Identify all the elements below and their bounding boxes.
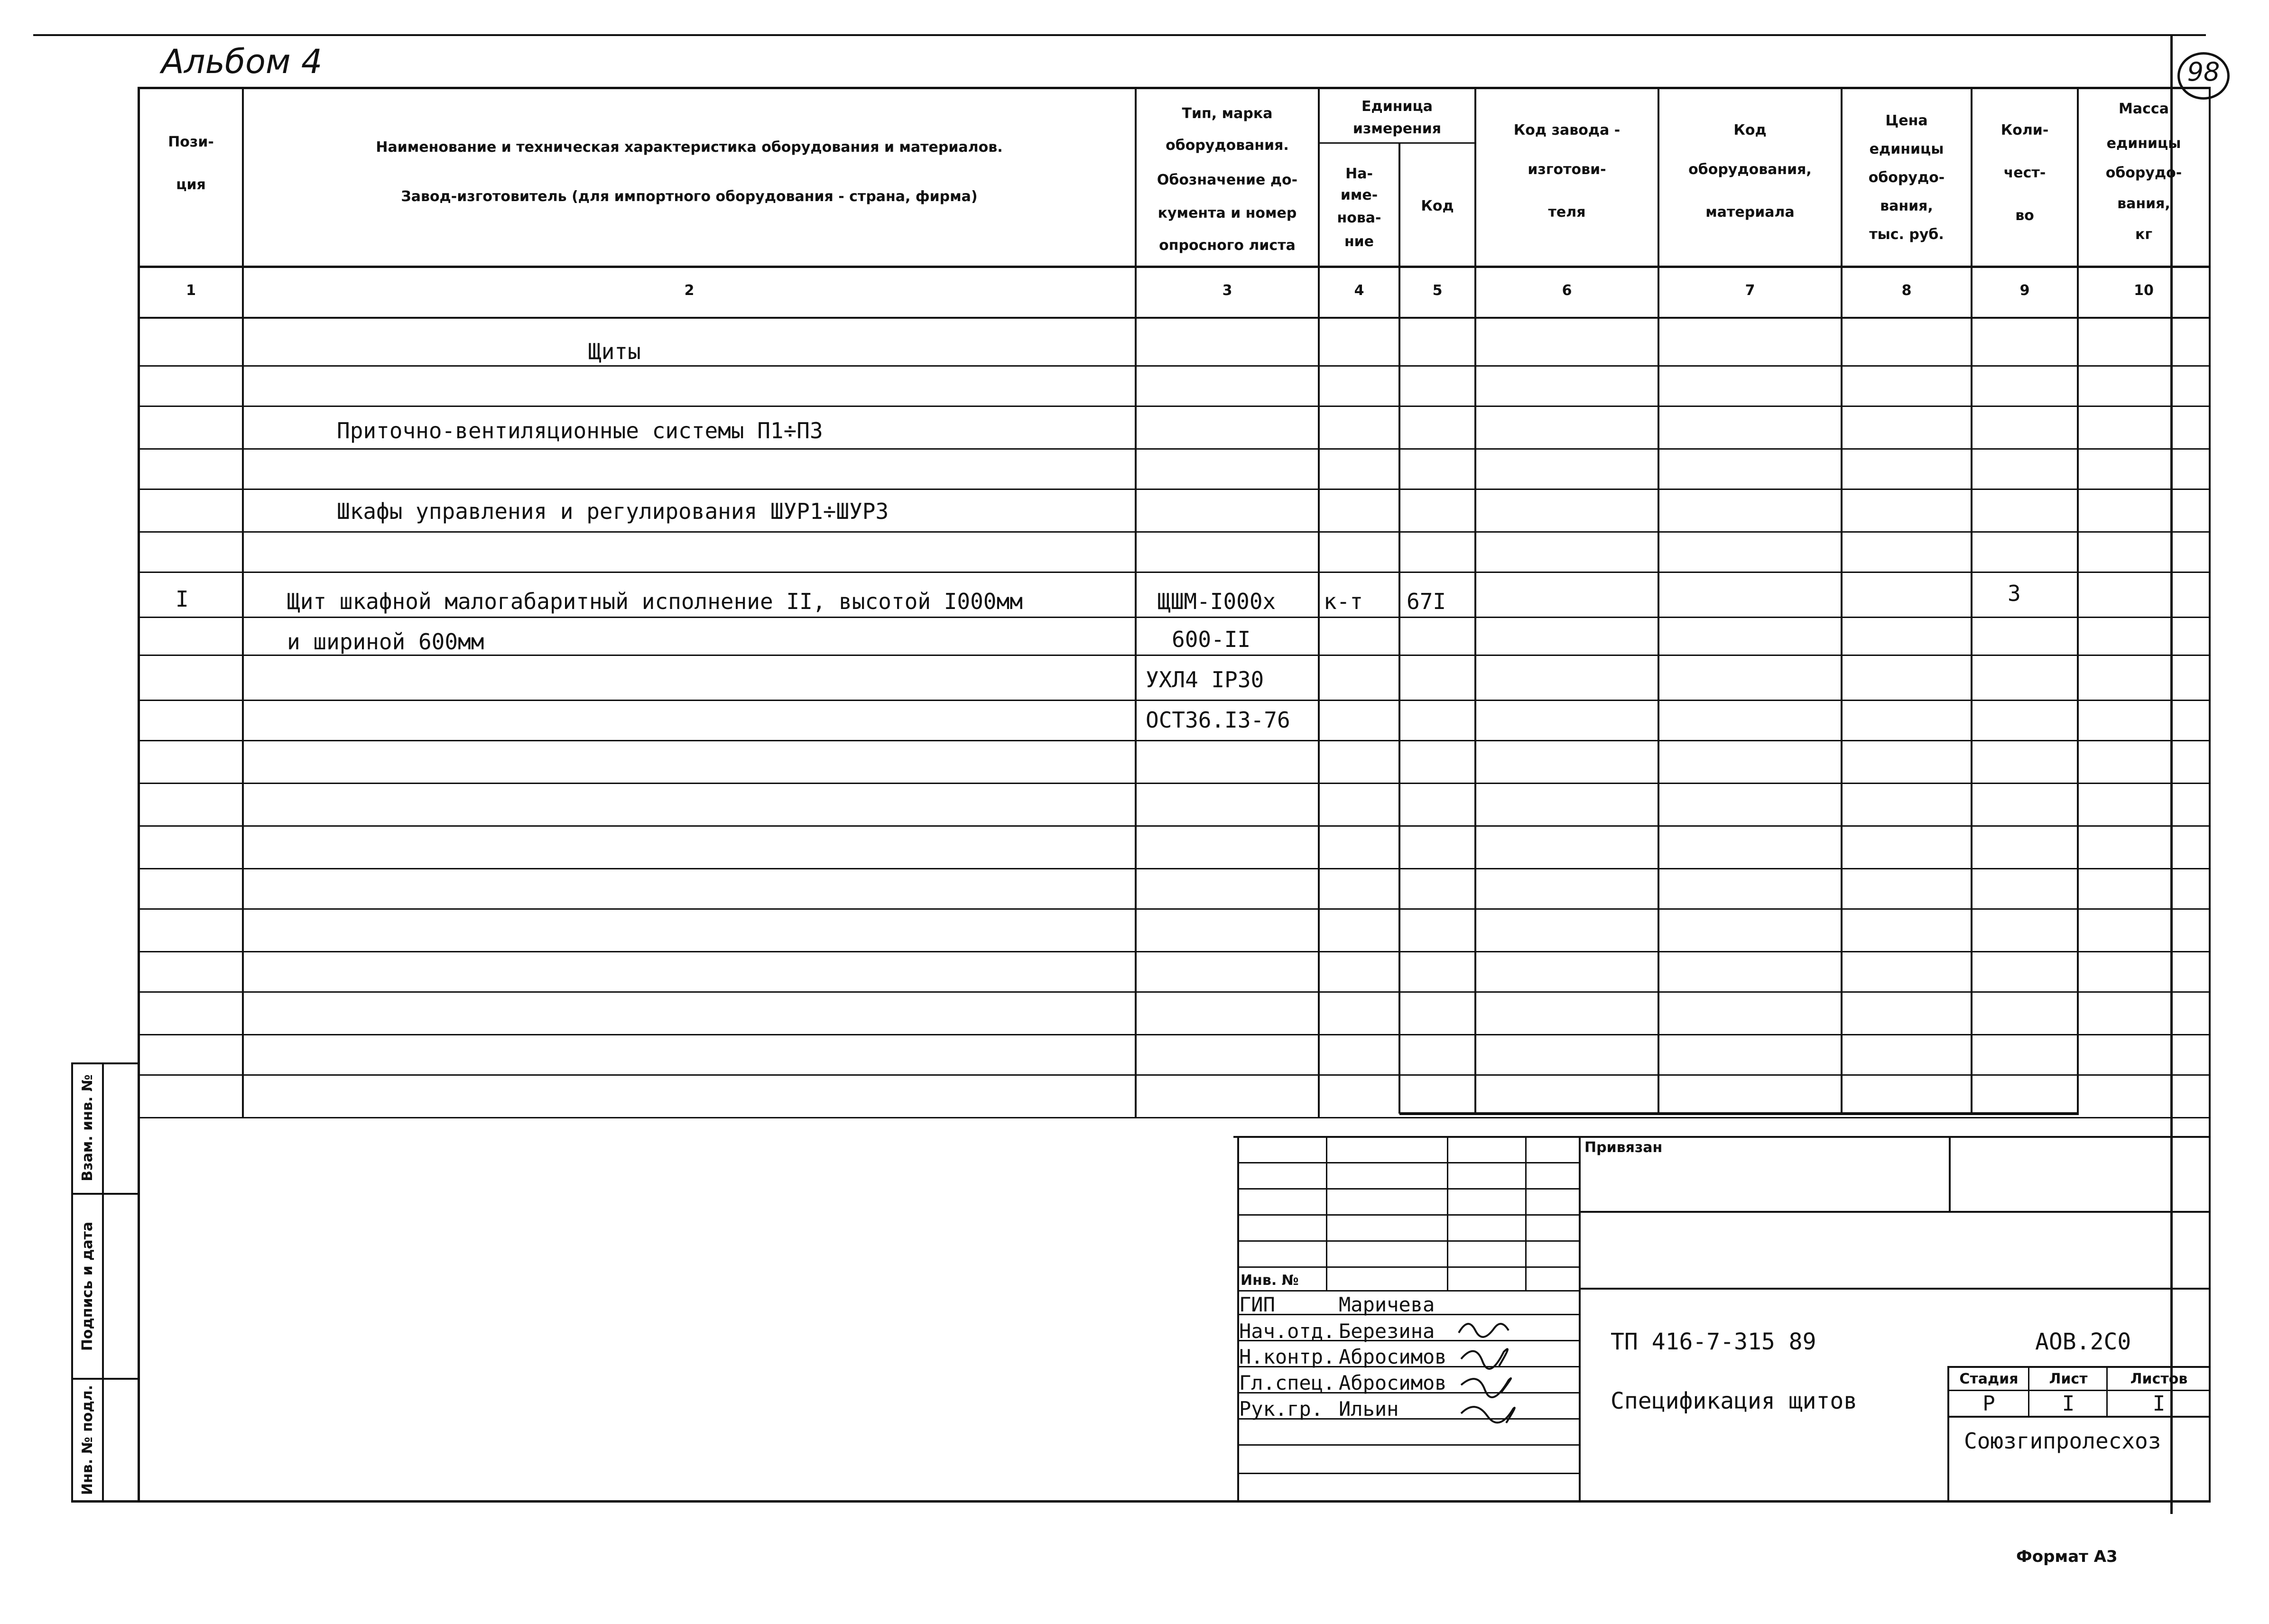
header-col1-b: ция bbox=[176, 176, 206, 193]
bottom-border bbox=[71, 1500, 2211, 1503]
column-number: 3 bbox=[1222, 282, 1232, 299]
item-name-line1: Щит шкафной малогабаритный исполнение II, высотой I000мм bbox=[287, 589, 1023, 614]
thick-bottom-line bbox=[1399, 1112, 2079, 1115]
column-number: 8 bbox=[1901, 282, 1912, 299]
signatures-icon bbox=[1456, 1314, 1528, 1437]
header-col8-a: Цена bbox=[1885, 112, 1928, 129]
header-col3-d: кумента и номер bbox=[1158, 205, 1297, 221]
row-line bbox=[138, 951, 2211, 952]
header-col10-c: оборудо- bbox=[2105, 165, 2182, 181]
row-line bbox=[138, 783, 2211, 784]
column-number: 9 bbox=[2019, 282, 2030, 299]
stamp-row-line bbox=[1237, 1214, 1579, 1216]
header-col8-b: единицы bbox=[1869, 141, 1944, 157]
header-col2-line2: Завод-изготовитель (для импортного оборудования - страна, фирма) bbox=[401, 188, 978, 205]
header-col3-b: оборудования. bbox=[1166, 137, 1289, 154]
stamp-row-line bbox=[1947, 1366, 2211, 1368]
header-col4-a: На- bbox=[1345, 166, 1373, 182]
header-col3-e: опросного листа bbox=[1159, 237, 1296, 254]
stamp-name: Абросимов bbox=[1339, 1371, 1447, 1394]
stamp-name: Березина bbox=[1339, 1320, 1435, 1343]
side-stamp-mid bbox=[102, 1062, 104, 1502]
stamp-row-line bbox=[1237, 1240, 1579, 1242]
stamp-row-line bbox=[1580, 1211, 2211, 1213]
col-line bbox=[1971, 87, 1973, 1114]
stamp-row-line bbox=[1237, 1290, 1579, 1292]
stamp-name: Ильин bbox=[1339, 1397, 1399, 1421]
item-position: I bbox=[176, 586, 189, 612]
row-line bbox=[138, 448, 2211, 450]
header-col1-a: Пози- bbox=[168, 134, 214, 150]
header-col2-line1: Наименование и техническая характеристика оборудования и материалов. bbox=[376, 139, 1003, 156]
header-col7-b: оборудования, bbox=[1688, 161, 1812, 178]
table-top-line bbox=[138, 87, 2211, 89]
header-col5: Код bbox=[1421, 198, 1454, 214]
row-line bbox=[138, 1117, 2211, 1118]
item-quantity: 3 bbox=[2008, 581, 2021, 606]
section-title-systems: Приточно-вентиляционные системы П1÷П3 bbox=[337, 418, 823, 443]
header-col4-c: нова- bbox=[1337, 210, 1381, 226]
header-col4-d: ние bbox=[1344, 233, 1374, 250]
stamp-role: Гл.спец. bbox=[1239, 1371, 1335, 1394]
item-type-line3: УХЛ4 IP30 bbox=[1146, 667, 1264, 692]
header-col10-e: кг bbox=[2135, 226, 2153, 243]
stamp-attached-label: Привязан bbox=[1584, 1139, 1663, 1156]
album-title: Альбом 4 bbox=[161, 42, 323, 81]
stamp-row-line bbox=[1237, 1266, 1579, 1268]
row-line bbox=[138, 655, 2211, 656]
side-replace-inv: Взам. инв. № bbox=[79, 1074, 96, 1181]
sheets-value: I bbox=[2152, 1392, 2166, 1416]
stamp-row-line bbox=[1237, 1188, 1579, 1190]
col-line bbox=[1658, 87, 1659, 1114]
header-col6-b: изготови- bbox=[1528, 161, 1606, 178]
stamp-row-line bbox=[1947, 1390, 2211, 1391]
header-col6-c: теля bbox=[1548, 204, 1586, 221]
stage-label: Стадия bbox=[1959, 1371, 2019, 1387]
header-col4-b: име- bbox=[1340, 187, 1378, 203]
header-col8-c: оборудо- bbox=[1868, 169, 1945, 186]
row-line bbox=[138, 531, 2211, 533]
side-stamp-left bbox=[71, 1062, 73, 1502]
sheet-label: Лист bbox=[2049, 1371, 2088, 1387]
side-sign-date: Подпись и дата bbox=[79, 1221, 96, 1351]
row-line bbox=[138, 572, 2211, 573]
column-number: 4 bbox=[1354, 282, 1364, 299]
item-unit: к-т bbox=[1324, 589, 1363, 614]
header-col9-b: чест- bbox=[2003, 165, 2046, 181]
stamp-col-line bbox=[1949, 1136, 1951, 1212]
column-number: 5 bbox=[1432, 282, 1443, 299]
item-type-line1: ЩШМ-I000х bbox=[1158, 589, 1276, 614]
organization-name: Союзгипролесхоз bbox=[1964, 1428, 2161, 1454]
row-line bbox=[138, 908, 2211, 910]
side-inv-orig: Инв. № подл. bbox=[79, 1384, 96, 1495]
row-line bbox=[138, 617, 2211, 618]
stamp-name: Абросимов bbox=[1339, 1345, 1447, 1368]
numbers-bottom-line bbox=[138, 317, 2211, 319]
column-number: 10 bbox=[2134, 282, 2154, 299]
header-col10-a: Масса bbox=[2119, 101, 2169, 117]
right-border bbox=[2170, 34, 2173, 1514]
stage-value: Р bbox=[1982, 1392, 1995, 1416]
header-col8-e: тыс. руб. bbox=[1869, 226, 1944, 243]
column-number: 1 bbox=[186, 282, 196, 299]
stamp-row-line bbox=[1580, 1288, 2211, 1290]
header-col9-a: Коли- bbox=[2000, 122, 2049, 138]
stamp-role: Н.контр. bbox=[1239, 1345, 1335, 1368]
stamp-role: Нач.отд. bbox=[1239, 1320, 1335, 1343]
stamp-col-line bbox=[1237, 1136, 1239, 1501]
row-line bbox=[138, 1034, 2211, 1035]
row-line bbox=[138, 489, 2211, 490]
column-number: 2 bbox=[684, 282, 695, 299]
stamp-inv-label: Инв. № bbox=[1241, 1272, 1299, 1289]
stamp-col-line bbox=[1947, 1366, 1949, 1501]
format-label: Формат А3 bbox=[2016, 1547, 2118, 1566]
document-code: ТП 416-7-315 89 bbox=[1611, 1329, 1816, 1355]
section-title-cabinets: Шкафы управления и регулирования ШУР1÷ШУР3 bbox=[337, 498, 889, 524]
stamp-role: ГИП bbox=[1239, 1293, 1275, 1316]
header-col7-c: материала bbox=[1705, 204, 1795, 221]
row-line bbox=[138, 700, 2211, 701]
header-bottom-line bbox=[138, 266, 2211, 268]
row-line bbox=[138, 365, 2211, 367]
item-name-line2: и шириной 600мм bbox=[287, 629, 484, 655]
stamp-role: Рук.гр. bbox=[1239, 1397, 1324, 1421]
header-unit-a: Единица bbox=[1361, 98, 1433, 115]
stamp-row-line bbox=[1237, 1444, 1579, 1446]
header-col7-a: Код bbox=[1733, 122, 1767, 138]
sheet-value: I bbox=[2062, 1392, 2075, 1416]
column-number: 7 bbox=[1745, 282, 1755, 299]
sheet-number: 98 bbox=[2187, 57, 2220, 87]
unit-group-line bbox=[1319, 142, 1475, 144]
header-unit-b: измерения bbox=[1352, 120, 1442, 137]
item-unit-code: 67I bbox=[1407, 589, 1446, 614]
col-line bbox=[1474, 87, 1476, 1114]
stamp-col-line bbox=[2028, 1366, 2029, 1416]
stamp-col-line bbox=[1579, 1136, 1581, 1501]
left-border bbox=[138, 87, 140, 1500]
row-line bbox=[138, 991, 2211, 993]
header-col10-d: вания, bbox=[2117, 195, 2170, 212]
top-border bbox=[33, 34, 2206, 36]
header-col9-c: во bbox=[2015, 207, 2034, 224]
document-mark: АОВ.2С0 bbox=[2035, 1329, 2131, 1355]
column-number: 6 bbox=[1562, 282, 1572, 299]
header-col6-a: Код завода - bbox=[1513, 122, 1621, 138]
item-type-line2: 600-II bbox=[1172, 627, 1251, 652]
header-col3-a: Тип, марка bbox=[1182, 105, 1273, 122]
stamp-row-line bbox=[1237, 1162, 1579, 1163]
row-line bbox=[138, 740, 2211, 741]
stamp-col-line bbox=[2106, 1366, 2108, 1416]
row-line bbox=[138, 406, 2211, 407]
stamp-name: Маричева bbox=[1339, 1293, 1435, 1316]
header-col8-d: вания, bbox=[1880, 198, 1933, 214]
header-col10-b: единицы bbox=[2106, 135, 2181, 152]
row-line bbox=[138, 825, 2211, 827]
row-line bbox=[138, 1074, 2211, 1076]
row-line bbox=[138, 868, 2211, 869]
stamp-row-line bbox=[1947, 1416, 2211, 1418]
stamp-top-line bbox=[1233, 1136, 2211, 1138]
header-col3-c: Обозначение до- bbox=[1157, 172, 1298, 188]
document-title: Спецификация щитов bbox=[1611, 1388, 1858, 1414]
stamp-row-line bbox=[1237, 1473, 1579, 1474]
section-title-shields: Щиты bbox=[588, 339, 641, 364]
item-type-line4: ОСТ36.I3-76 bbox=[1146, 707, 1290, 733]
col-line bbox=[242, 87, 244, 1118]
sheets-label: Листов bbox=[2130, 1371, 2188, 1387]
